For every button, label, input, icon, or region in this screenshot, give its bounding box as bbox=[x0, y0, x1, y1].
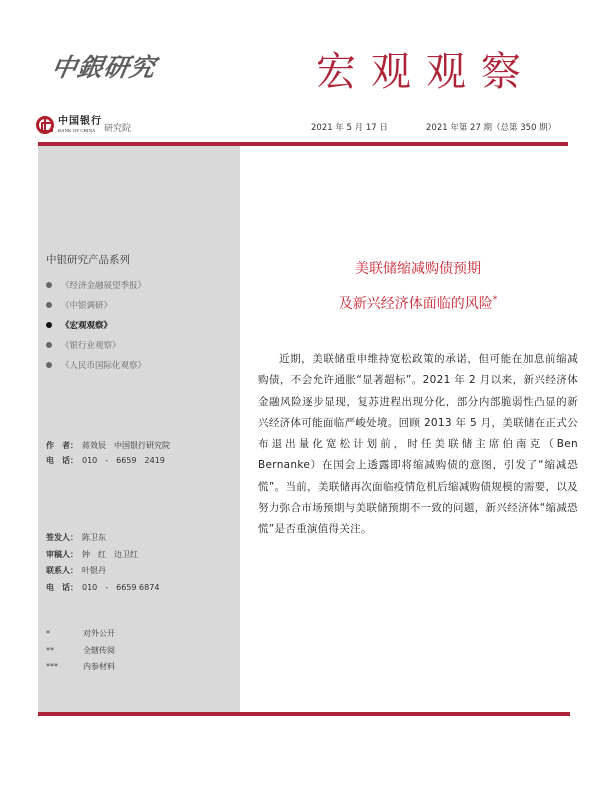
author-label: 作 者： bbox=[46, 441, 78, 450]
bullet-icon bbox=[46, 322, 52, 328]
classification-label: 内参材料 bbox=[83, 662, 115, 671]
author-value: 蒋效辰 中国银行研究院 bbox=[82, 441, 170, 450]
classification-label: 全辖传阅 bbox=[83, 645, 115, 655]
issuer-label: 签发人： bbox=[46, 533, 78, 542]
star-icon: * bbox=[46, 629, 50, 638]
article-title-line-2 bbox=[248, 287, 588, 322]
institute-label: 研究院 bbox=[104, 124, 132, 134]
staff-row bbox=[46, 530, 159, 547]
footnote-marker: * bbox=[492, 295, 498, 305]
reviewer-label: 审稿人： bbox=[46, 549, 78, 559]
staff-row bbox=[46, 580, 159, 597]
classification-legend bbox=[46, 626, 115, 676]
phone-value: 010 - 6659 6874 bbox=[82, 582, 160, 592]
series-item-label: 《宏观观察》 bbox=[61, 321, 113, 331]
series-item bbox=[46, 295, 146, 315]
series-item-label: 《经济金融展望季报》 bbox=[61, 281, 147, 291]
contact-person-value: 叶银丹 bbox=[82, 566, 106, 575]
bank-of-china-emblem-icon bbox=[36, 116, 54, 134]
article-title-line-2-text: 及新兴经济体面临的风险 bbox=[338, 296, 493, 312]
star-icon: *** bbox=[46, 662, 58, 671]
phone-label: 电 话： bbox=[46, 582, 78, 592]
series-item bbox=[46, 335, 146, 355]
star-icon: ** bbox=[46, 645, 54, 655]
classification-label: 对外公开 bbox=[83, 629, 115, 638]
masthead-title: 宏观观察 bbox=[316, 49, 536, 95]
logo-chinese-name: 中国银行 bbox=[58, 115, 102, 127]
phone-label: 电 话： bbox=[46, 456, 78, 465]
series-item-current bbox=[46, 315, 146, 335]
issue-date: 2021 年 5 月 17 日 bbox=[311, 123, 388, 133]
contact-person-label: 联系人： bbox=[46, 566, 78, 575]
series-list bbox=[46, 275, 146, 375]
issue-number: 2021 年第 27 期（总第 350 期） bbox=[426, 123, 557, 133]
classification-row bbox=[46, 643, 115, 660]
author-row bbox=[46, 438, 170, 453]
series-item-label: 《中银调研》 bbox=[61, 301, 113, 311]
issuer-value: 陈卫东 bbox=[82, 533, 106, 542]
author-contact bbox=[46, 438, 170, 468]
series-item-label: 《银行业观察》 bbox=[61, 341, 121, 351]
classification-row bbox=[46, 626, 115, 643]
series-item-label: 《人民币国际化观察》 bbox=[61, 361, 147, 371]
series-item bbox=[46, 275, 146, 295]
logo-english-name: BANK OF CHINA bbox=[58, 127, 96, 133]
staff-row bbox=[46, 563, 159, 580]
reviewer-value: 钟 红 边卫红 bbox=[82, 549, 138, 559]
brand-calligraphy-logo: 中銀研究 bbox=[49, 53, 159, 82]
bullet-icon bbox=[46, 362, 52, 368]
bullet-icon bbox=[46, 342, 52, 348]
classification-row bbox=[46, 659, 115, 676]
footer-divider bbox=[38, 712, 570, 716]
series-item bbox=[46, 355, 146, 375]
article-title-line-1: 美联储缩减购债预期 bbox=[355, 261, 481, 277]
staff-info bbox=[46, 530, 159, 596]
bullet-icon bbox=[46, 282, 52, 288]
author-phone-row bbox=[46, 453, 170, 468]
staff-row bbox=[46, 547, 159, 564]
series-title: 中银研究产品系列 bbox=[46, 254, 130, 266]
phone-value: 010 - 6659 2419 bbox=[82, 456, 165, 465]
article-title bbox=[248, 252, 588, 322]
bank-of-china-logo bbox=[36, 116, 102, 134]
bullet-icon bbox=[46, 302, 52, 308]
article-abstract: 近期，美联储重申维持宽松政策的承诺，但可能在加息前缩减购债，不会允许通胀“显著超标”。2021 年 2 月以来，新兴经济体金融风险逐步显现，复苏进程出现分化，部分内部脆弱性凸显的新兴经济体可能面临严峻处境。回顾 2013 年 5 月，美联储在正式公布退出量化宽松计划前，时任美联储主席伯南克（Ben Bernanke）在国会上透露即将缩减购债的意图，引发了“缩减恐慌”。当前，美联储再次面临疫情危机后缩减购债规模的需要，以及努力弥合市场预期与美联储预期不一致的问题，新兴经济体“缩减恐慌”是否重演值得关注。 bbox=[258, 353, 578, 536]
